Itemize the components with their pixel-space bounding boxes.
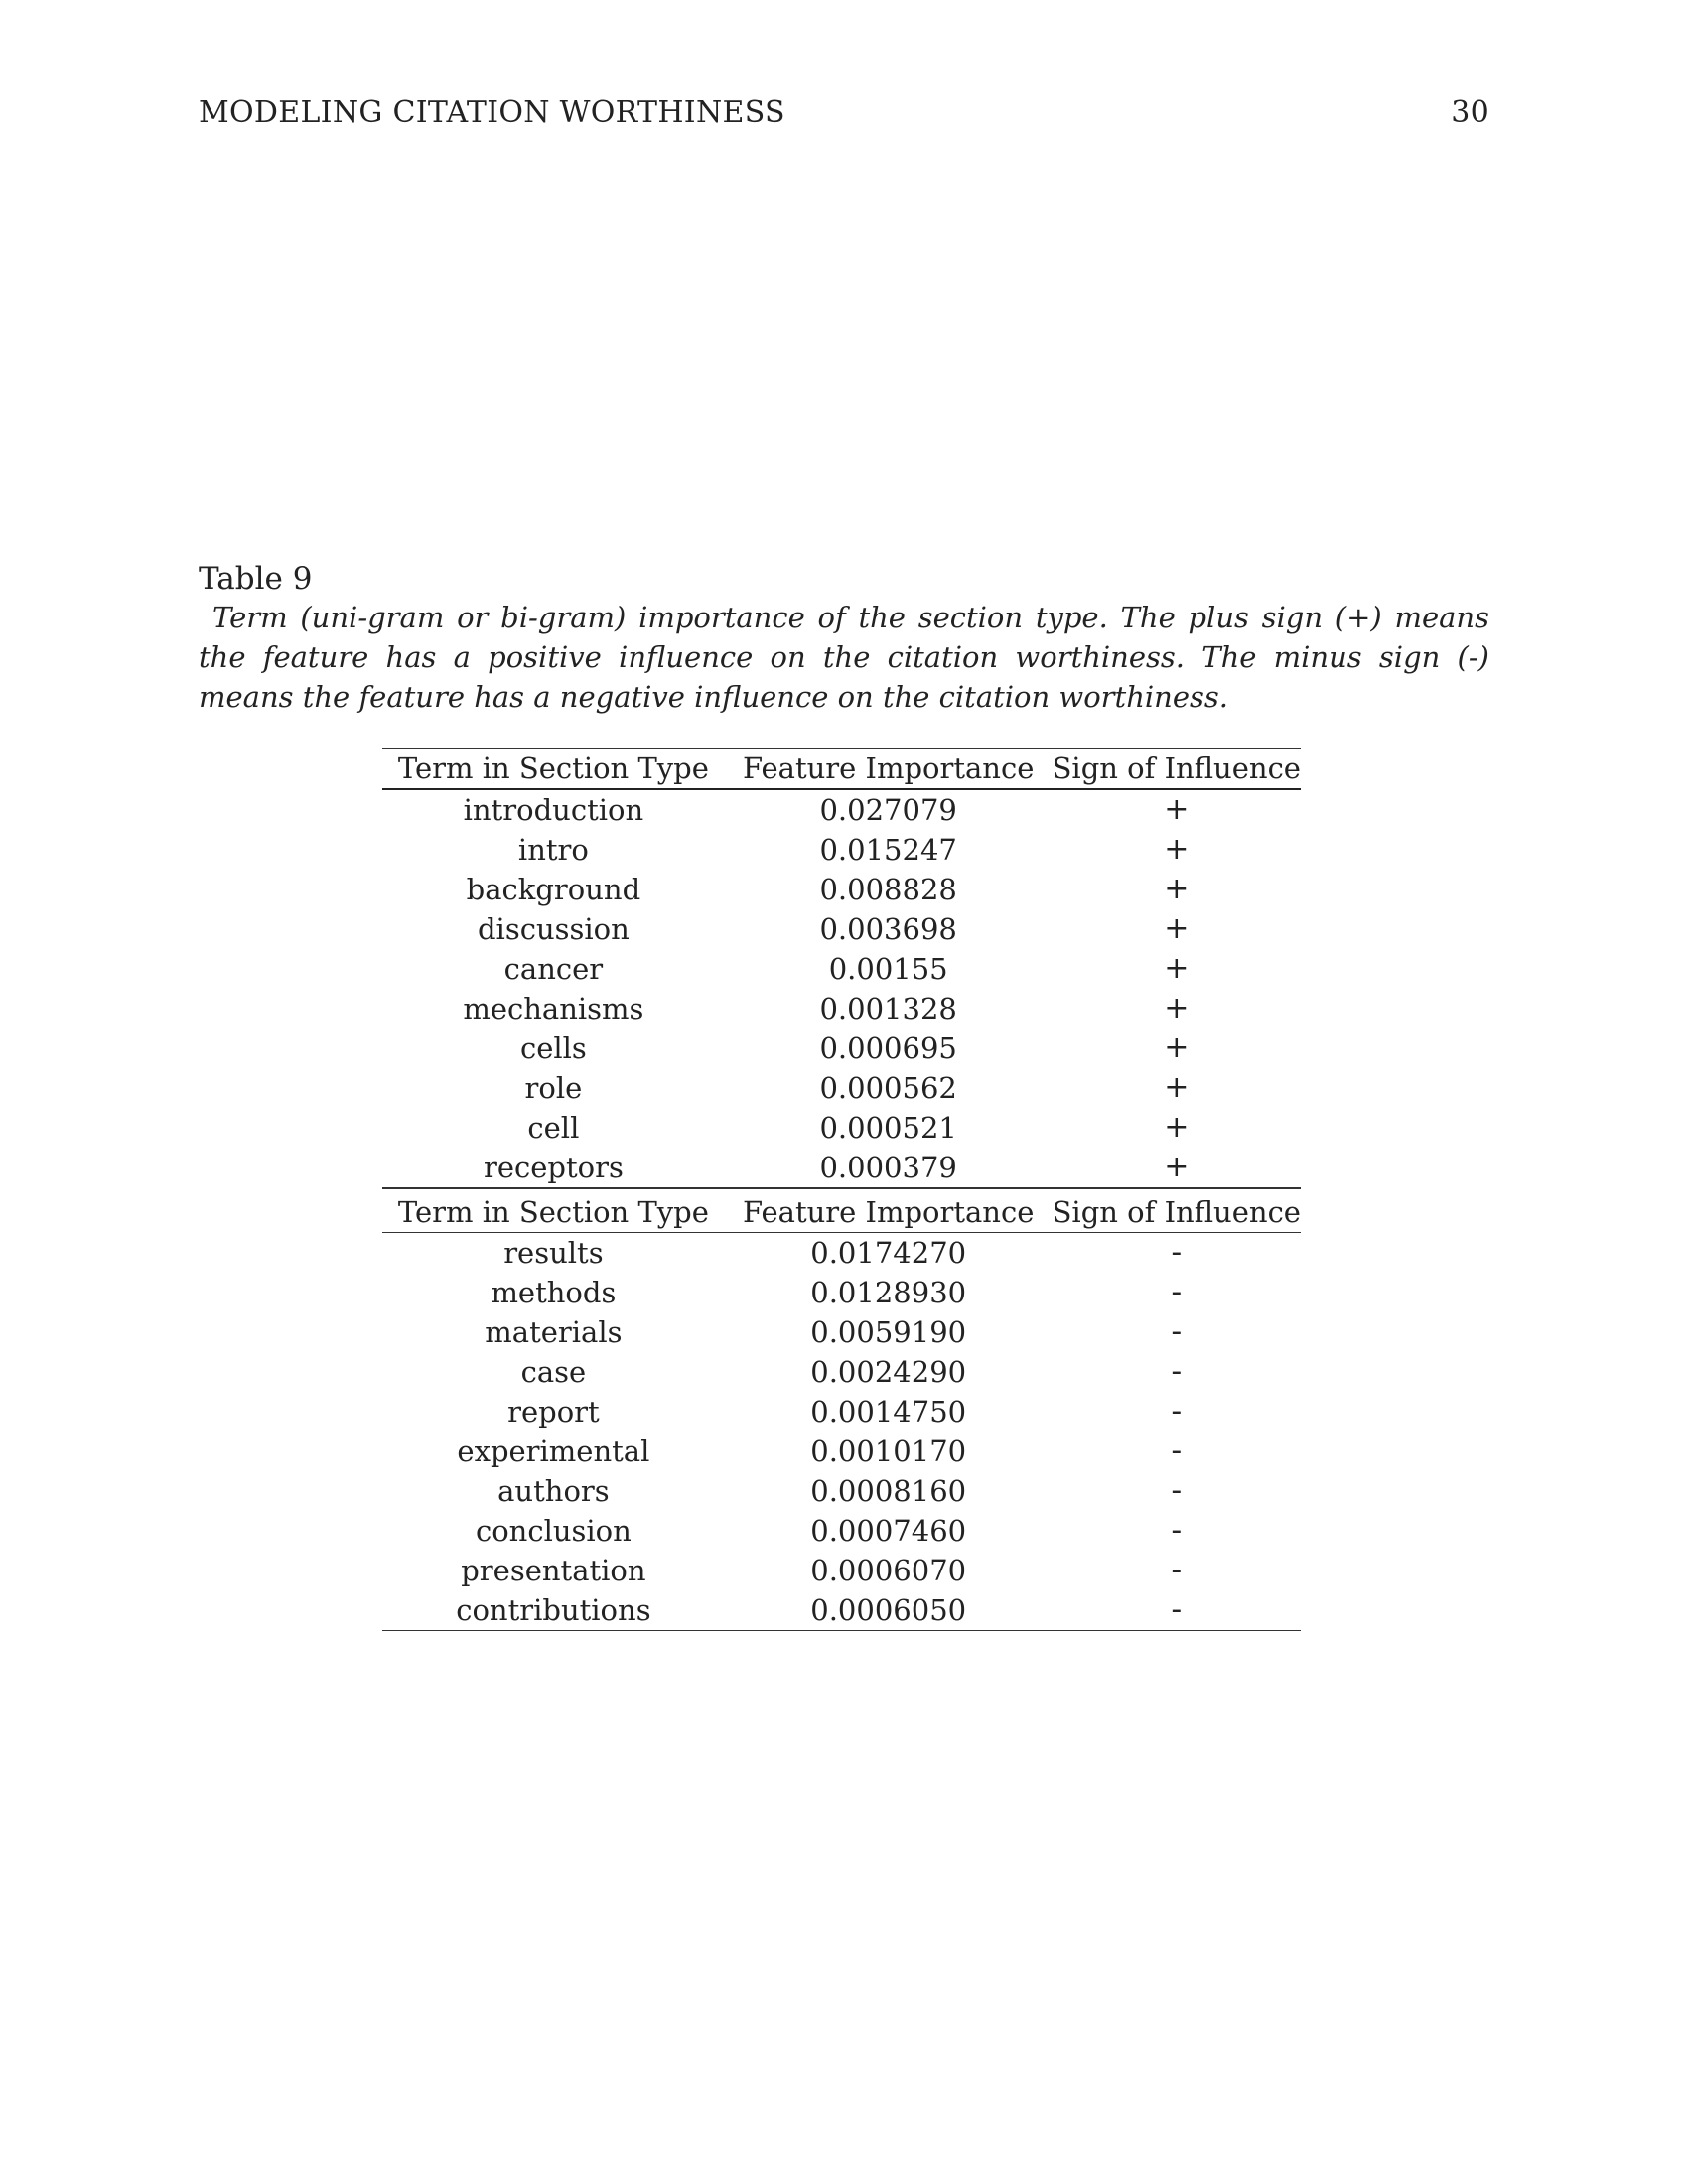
sign-cell: + xyxy=(1164,872,1190,906)
sign-cell: + xyxy=(1164,911,1190,946)
running-head xyxy=(199,95,1489,135)
table-row xyxy=(382,1233,1301,1274)
column-header-sign: Sign of Influence xyxy=(1053,1192,1301,1233)
table-row xyxy=(382,949,1301,989)
term-cell: results xyxy=(503,1236,604,1270)
term-cell: mechanisms xyxy=(463,992,644,1025)
term-cell: experimental xyxy=(457,1434,650,1468)
sign-cell: - xyxy=(1171,1354,1183,1389)
importance-cell: 0.0059190 xyxy=(810,1315,967,1349)
importance-cell: 0.027079 xyxy=(819,793,957,827)
term-cell: cells xyxy=(519,1031,587,1065)
table-row xyxy=(382,1432,1301,1471)
importance-cell: 0.0006050 xyxy=(725,1590,1053,1631)
sign-cell: + xyxy=(1164,991,1190,1025)
table-row xyxy=(382,1148,1301,1188)
importance-cell: 0.0006070 xyxy=(810,1554,967,1587)
term-cell: contributions xyxy=(382,1590,725,1631)
table-row xyxy=(382,1352,1301,1392)
table-row xyxy=(382,870,1301,909)
negative-terms-section xyxy=(382,1233,1301,1631)
table-row xyxy=(382,1511,1301,1551)
table-row xyxy=(382,1273,1301,1312)
table-row xyxy=(382,1312,1301,1352)
importance-cell: 0.0128930 xyxy=(810,1276,967,1309)
importance-cell: 0.008828 xyxy=(819,873,957,906)
table-label: Table 9 xyxy=(199,561,313,597)
term-cell: receptors xyxy=(483,1151,624,1184)
term-cell: case xyxy=(520,1355,587,1389)
table-header-row xyxy=(382,749,1301,790)
importance-cell: 0.001328 xyxy=(819,992,957,1025)
section-separator xyxy=(382,1188,1301,1233)
sign-cell: - xyxy=(1171,1553,1183,1587)
table-row xyxy=(382,1028,1301,1068)
term-cell: background xyxy=(466,873,641,906)
table-row xyxy=(382,1590,1301,1631)
table-header-row xyxy=(382,1192,1301,1233)
table-row xyxy=(382,1471,1301,1511)
positive-terms-section xyxy=(382,789,1301,1188)
term-cell: cancer xyxy=(503,952,604,986)
table-caption: Term (uni-gram or bi-gram) importance of the section type. The plus sign (+) means the feature has a positive influence on the citation worthiness. The minus sign (-) means the feature has a negative influence on the citation worthiness. xyxy=(199,601,1489,714)
table-row xyxy=(382,1068,1301,1108)
sign-cell: - xyxy=(1171,1235,1183,1270)
table-row xyxy=(382,989,1301,1028)
importance-cell: 0.00155 xyxy=(828,952,948,986)
table-row xyxy=(382,909,1301,949)
sign-cell: - xyxy=(1171,1275,1183,1309)
term-cell: report xyxy=(507,1395,600,1429)
column-header-sign: Sign of Influence xyxy=(1053,749,1301,790)
sign-cell: - xyxy=(1171,1314,1183,1349)
term-cell: authors xyxy=(497,1474,610,1508)
page-number: 30 xyxy=(1451,95,1489,130)
importance-cell: 0.000695 xyxy=(819,1031,957,1065)
table-row xyxy=(382,1551,1301,1590)
table-row xyxy=(382,830,1301,870)
term-cell: methods xyxy=(491,1276,617,1309)
sign-cell: + xyxy=(1164,792,1190,827)
table-row xyxy=(382,789,1301,830)
term-cell: cell xyxy=(527,1111,580,1145)
importance-cell: 0.000562 xyxy=(819,1071,957,1105)
importance-cell: 0.000521 xyxy=(819,1111,957,1145)
term-cell: materials xyxy=(485,1315,623,1349)
term-cell: intro xyxy=(517,833,589,867)
importance-cell: 0.0010170 xyxy=(810,1434,967,1468)
sign-cell: - xyxy=(1171,1433,1183,1468)
term-cell: presentation xyxy=(461,1554,646,1587)
sign-cell: + xyxy=(1164,1070,1190,1105)
term-cell: introduction xyxy=(463,793,644,827)
importance-cell: 0.0008160 xyxy=(810,1474,967,1508)
sign-cell: + xyxy=(1164,1150,1190,1184)
importance-cell: 0.0024290 xyxy=(810,1355,967,1389)
sign-cell: + xyxy=(1164,951,1190,986)
running-title: MODELING CITATION WORTHINESS xyxy=(199,95,785,130)
sign-cell: - xyxy=(1171,1473,1183,1508)
table-row xyxy=(382,1392,1301,1432)
sign-cell: + xyxy=(1164,1110,1190,1145)
sign-cell: + xyxy=(1164,1030,1190,1065)
sign-cell: + xyxy=(1164,832,1190,867)
table-row xyxy=(382,1108,1301,1148)
sign-cell: - xyxy=(1053,1590,1301,1631)
importance-cell: 0.003698 xyxy=(819,912,957,946)
importance-cell: 0.015247 xyxy=(819,833,957,867)
term-cell: role xyxy=(524,1071,583,1105)
feature-importance-table xyxy=(382,748,1301,1631)
importance-cell: 0.0174270 xyxy=(810,1236,967,1270)
sign-cell: - xyxy=(1171,1513,1183,1548)
sign-cell: - xyxy=(1171,1394,1183,1429)
column-header-importance: Feature Importance xyxy=(725,749,1053,790)
column-header-importance: Feature Importance xyxy=(725,1192,1053,1233)
column-header-term: Term in Section Type xyxy=(382,749,725,790)
importance-cell: 0.0014750 xyxy=(810,1395,967,1429)
term-cell: conclusion xyxy=(475,1514,632,1548)
importance-cell: 0.000379 xyxy=(819,1151,957,1184)
importance-cell: 0.0007460 xyxy=(810,1514,967,1548)
column-header-term: Term in Section Type xyxy=(382,1192,725,1233)
term-cell: discussion xyxy=(477,912,630,946)
